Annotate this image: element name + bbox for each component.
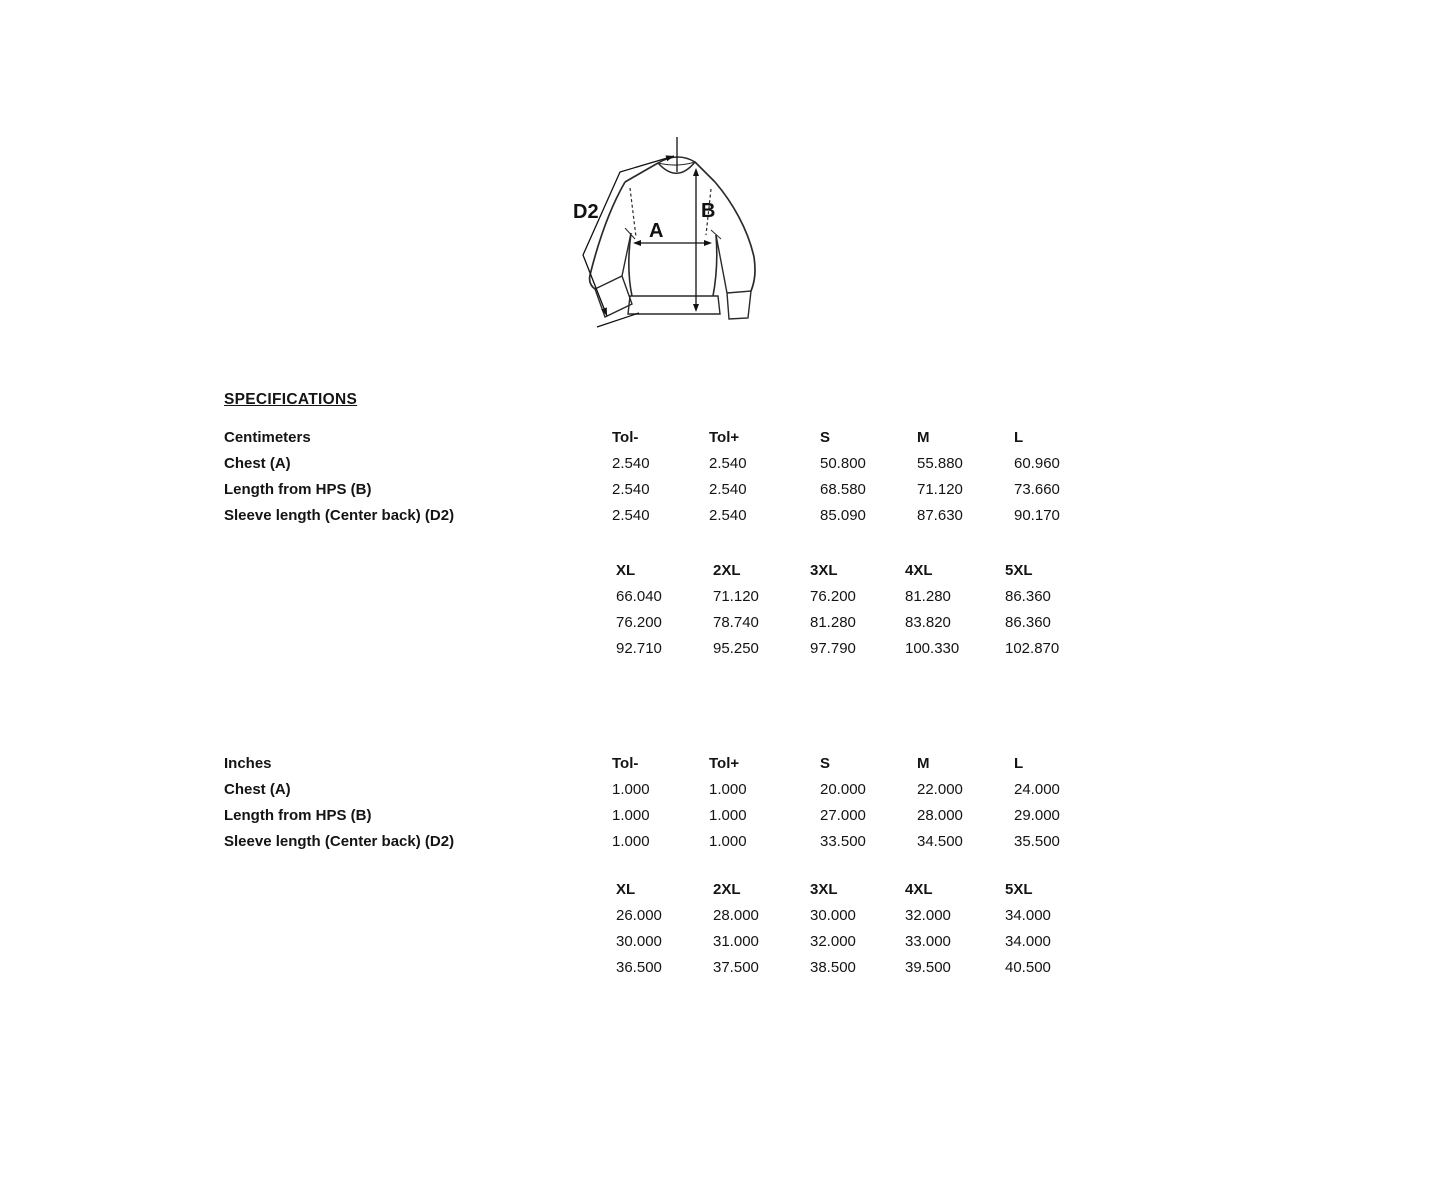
column-header: S — [820, 429, 831, 446]
diagram-label-b: B — [701, 200, 716, 222]
cell-value: 27.000 — [820, 807, 866, 824]
cell-value: 1.000 — [612, 781, 650, 798]
cell-value: 78.740 — [713, 614, 759, 631]
cm-col-xl — [616, 558, 662, 662]
cell-value: 68.580 — [820, 481, 866, 498]
cell-value: 71.120 — [917, 481, 963, 498]
column-header: XL — [616, 562, 636, 579]
diagram-label-d2: D2 — [573, 201, 599, 223]
cell-value: 34.500 — [917, 833, 963, 850]
cell-value: 32.000 — [905, 907, 951, 924]
cm-col-5xl — [1005, 558, 1059, 662]
cell-value: 86.360 — [1005, 588, 1051, 605]
cell-value: 38.500 — [810, 959, 856, 976]
cuff-extension-line — [597, 313, 639, 327]
measurement-arrow-b — [693, 168, 699, 312]
cell-value: 87.630 — [917, 507, 963, 524]
cell-value: 24.000 — [1014, 781, 1060, 798]
cell-value: 2.540 — [612, 455, 650, 472]
column-header: S — [820, 755, 831, 772]
cell-value: 102.870 — [1005, 640, 1060, 657]
column-header: 4XL — [905, 562, 933, 579]
cell-value: 90.170 — [1014, 507, 1060, 524]
in-row-label-chest: Chest (A) — [224, 781, 291, 798]
cell-value: 33.500 — [820, 833, 866, 850]
cell-value: 1.000 — [709, 833, 747, 850]
measurement-arrow-a — [633, 240, 712, 246]
cell-value: 20.000 — [820, 781, 866, 798]
cell-value: 71.120 — [713, 588, 759, 605]
cell-value: 85.090 — [820, 507, 866, 524]
cell-value: 2.540 — [612, 507, 650, 524]
cm-col-l — [1014, 425, 1060, 529]
cell-value: 81.280 — [810, 614, 856, 631]
column-header: Tol+ — [709, 429, 740, 446]
in-col-l — [1014, 751, 1060, 855]
in-row-labels-column — [224, 751, 454, 855]
cell-value: 39.500 — [905, 959, 951, 976]
cell-value: 40.500 — [1005, 959, 1051, 976]
column-header: M — [917, 429, 930, 446]
in-unit-label: Inches — [224, 755, 272, 772]
left-cuff — [595, 276, 632, 317]
cell-value: 32.000 — [810, 933, 856, 950]
in-row-label-sleeve: Sleeve length (Center back) (D2) — [224, 833, 455, 850]
cm-col-4xl — [905, 558, 959, 662]
cell-value: 34.000 — [1005, 933, 1051, 950]
right-sleeve-outer-edge — [715, 182, 755, 291]
cell-value: 76.200 — [810, 588, 856, 605]
cell-value: 22.000 — [917, 781, 963, 798]
in-col-tol-minus — [612, 751, 650, 855]
right-shoulder-edge — [695, 162, 715, 182]
right-cuff — [727, 291, 751, 319]
in-row-label-length: Length from HPS (B) — [224, 807, 372, 824]
cm-col-3xl — [810, 558, 856, 662]
left-sleeve-outer-edge — [590, 182, 625, 289]
column-header: XL — [616, 881, 636, 898]
cell-value: 28.000 — [713, 907, 759, 924]
column-header: L — [1014, 755, 1024, 772]
cell-value: 92.710 — [616, 640, 662, 657]
cm-col-2xl — [713, 558, 759, 662]
column-header: 3XL — [810, 881, 838, 898]
column-header: 2XL — [713, 881, 741, 898]
body-left-edge — [629, 233, 632, 296]
cell-value: 26.000 — [616, 907, 662, 924]
column-header: Tol- — [612, 755, 639, 772]
right-sleeve-inner-edge — [716, 235, 727, 293]
cell-value: 2.540 — [709, 455, 747, 472]
cell-value: 81.280 — [905, 588, 951, 605]
cell-value: 2.540 — [709, 507, 747, 524]
in-col-3xl — [810, 877, 856, 981]
cm-col-tol-plus — [709, 425, 747, 529]
specifications-title: SPECIFICATIONS — [224, 391, 358, 408]
cm-row-label-length: Length from HPS (B) — [224, 481, 372, 498]
cell-value: 73.660 — [1014, 481, 1060, 498]
column-header: 4XL — [905, 881, 933, 898]
cell-value: 1.000 — [709, 807, 747, 824]
sweatshirt-diagram — [555, 125, 785, 335]
cm-col-m — [917, 425, 963, 529]
cell-value: 1.000 — [612, 807, 650, 824]
column-header: 5XL — [1005, 562, 1033, 579]
cell-value: 66.040 — [616, 588, 662, 605]
cell-value: 60.960 — [1014, 455, 1060, 472]
cell-value: 100.330 — [905, 640, 960, 657]
cell-value: 36.500 — [616, 959, 662, 976]
cell-value: 30.000 — [810, 907, 856, 924]
column-header: Tol- — [612, 429, 639, 446]
cell-value: 35.500 — [1014, 833, 1060, 850]
cell-value: 2.540 — [709, 481, 747, 498]
in-col-4xl — [905, 877, 951, 981]
cm-row-label-chest: Chest (A) — [224, 455, 291, 472]
in-col-tol-plus — [709, 751, 747, 855]
cell-value: 97.790 — [810, 640, 856, 657]
in-col-2xl — [713, 877, 759, 981]
cell-value: 1.000 — [709, 781, 747, 798]
cell-value: 86.360 — [1005, 614, 1051, 631]
body-right-edge — [713, 235, 717, 296]
cell-value: 1.000 — [612, 833, 650, 850]
cell-value: 30.000 — [616, 933, 662, 950]
column-header: 5XL — [1005, 881, 1033, 898]
cm-row-labels-column — [224, 425, 454, 529]
in-col-m — [917, 751, 963, 855]
cell-value: 83.820 — [905, 614, 951, 631]
measurement-annotations — [573, 137, 715, 327]
in-col-s — [820, 751, 866, 855]
column-header: 3XL — [810, 562, 838, 579]
cell-value: 28.000 — [917, 807, 963, 824]
garment-outline — [590, 157, 755, 319]
cell-value: 55.880 — [917, 455, 963, 472]
cell-value: 29.000 — [1014, 807, 1060, 824]
cell-value: 33.000 — [905, 933, 951, 950]
cell-value: 34.000 — [1005, 907, 1051, 924]
cm-col-s — [820, 425, 866, 529]
column-header: Tol+ — [709, 755, 740, 772]
column-header: M — [917, 755, 930, 772]
cell-value: 76.200 — [616, 614, 662, 631]
cm-col-tol-minus — [612, 425, 650, 529]
left-raglan-seam — [630, 188, 636, 237]
column-header: L — [1014, 429, 1024, 446]
in-col-xl — [616, 877, 662, 981]
cm-unit-label: Centimeters — [224, 429, 311, 446]
column-header: 2XL — [713, 562, 741, 579]
cm-row-label-sleeve: Sleeve length (Center back) (D2) — [224, 507, 455, 524]
in-col-5xl — [1005, 877, 1051, 981]
cell-value: 2.540 — [612, 481, 650, 498]
diagram-label-a: A — [649, 220, 664, 242]
cell-value: 31.000 — [713, 933, 759, 950]
cell-value: 95.250 — [713, 640, 759, 657]
hem-band — [628, 296, 720, 314]
cell-value: 50.800 — [820, 455, 866, 472]
cell-value: 37.500 — [713, 959, 759, 976]
